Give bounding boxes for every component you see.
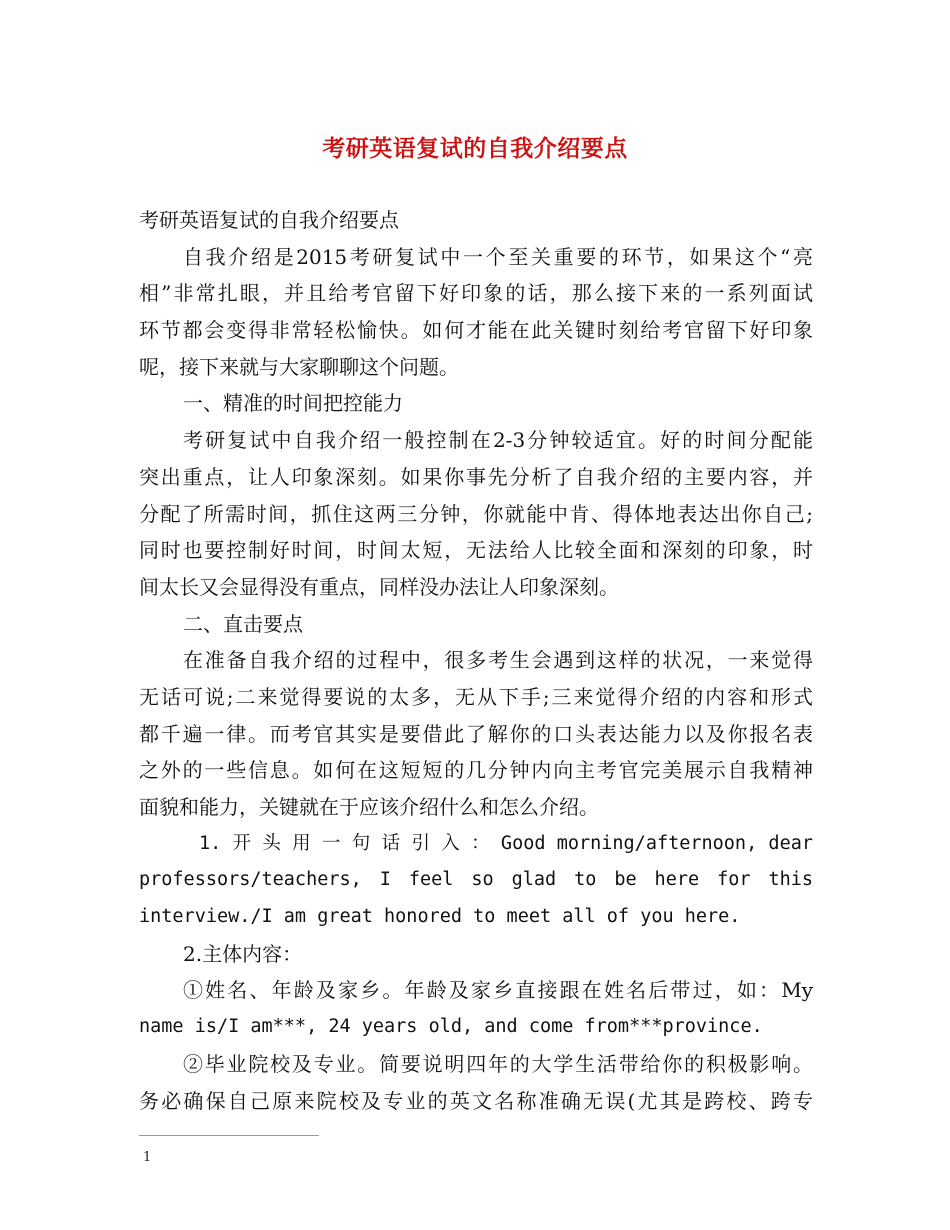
text-line: 考研复试中自我介绍一般控制在2-3分钟较适宜。好的时间分配能 — [183, 428, 813, 453]
text-line: professors/teachers, I feel so glad to be here for this — [139, 869, 813, 891]
text-line: interview./I am great honored to meet all of you here. — [139, 906, 741, 928]
section-heading: 2.主体内容： — [183, 941, 303, 966]
text-line: ②毕业院校及专业。简要说明四年的大学生活带给你的积极影响。 — [183, 1051, 813, 1076]
text-line: 同时也要控制好时间，时间太短，无法给人比较全面和深刻的印象，时 — [139, 538, 813, 563]
text-line: 之外的一些信息。如何在这短短的几分钟内向主考官完美展示自我精神 — [139, 758, 813, 783]
text-line: 无话可说;二来觉得要说的太多，无从下手;三来觉得介绍的内容和形式 — [139, 684, 813, 709]
text-line: 突出重点，让人印象深刻。如果你事先分析了自我介绍的主要内容，并 — [139, 464, 813, 489]
text-line: 在准备自我介绍的过程中，很多考生会遇到这样的状况，一来觉得 — [183, 648, 813, 673]
text-line: 考研英语复试的自我介绍要点 — [139, 208, 399, 232]
footer-rule — [139, 1135, 319, 1136]
text-line: 都千遍一律。而考官其实是要借此了解你的口头表达能力以及你报名表 — [139, 721, 813, 746]
text-line: 环节都会变得非常轻松愉快。如何才能在此关键时刻给考官留下好印象 — [139, 318, 813, 343]
text-line: ①姓名、年龄及家乡。年龄及家乡直接跟在姓名后带过，如：My — [183, 978, 813, 1003]
section-heading: 二、直击要点 — [183, 611, 303, 636]
text-line: name is/I am***, 24 years old, and come from***province. — [139, 1016, 763, 1038]
text-line: 务必确保自己原来院校及专业的英文名称准确无误(尤其是跨校、跨专 — [139, 1088, 813, 1113]
section-heading: 一、精准的时间把控能力 — [183, 391, 403, 416]
text-line: 相”非常扎眼，并且给考官留下好印象的话，那么接下来的一系列面试 — [139, 281, 813, 306]
text-line: 1. 开 头 用 一 句 话 引 入 ： Good morning/afternoon, dear — [199, 832, 813, 854]
document-body — [139, 202, 813, 1119]
text-line: 呢，接下来就与大家聊聊这个问题。 — [139, 354, 459, 379]
page-number: 1 — [143, 1150, 152, 1165]
text-line: 分配了所需时间，抓住这两三分钟，你就能中肯、得体地表达出你自己; — [139, 501, 813, 526]
text-line: 间太长又会显得没有重点，同样没办法让人印象深刻。 — [139, 574, 619, 599]
text-line: 自我介绍是2015考研复试中一个至关重要的环节，如果这个“亮 — [183, 244, 813, 269]
document-title: 考研英语复试的自我介绍要点 — [322, 135, 628, 162]
text-line: 面貌和能力，关键就在于应该介绍什么和怎么介绍。 — [139, 795, 599, 819]
